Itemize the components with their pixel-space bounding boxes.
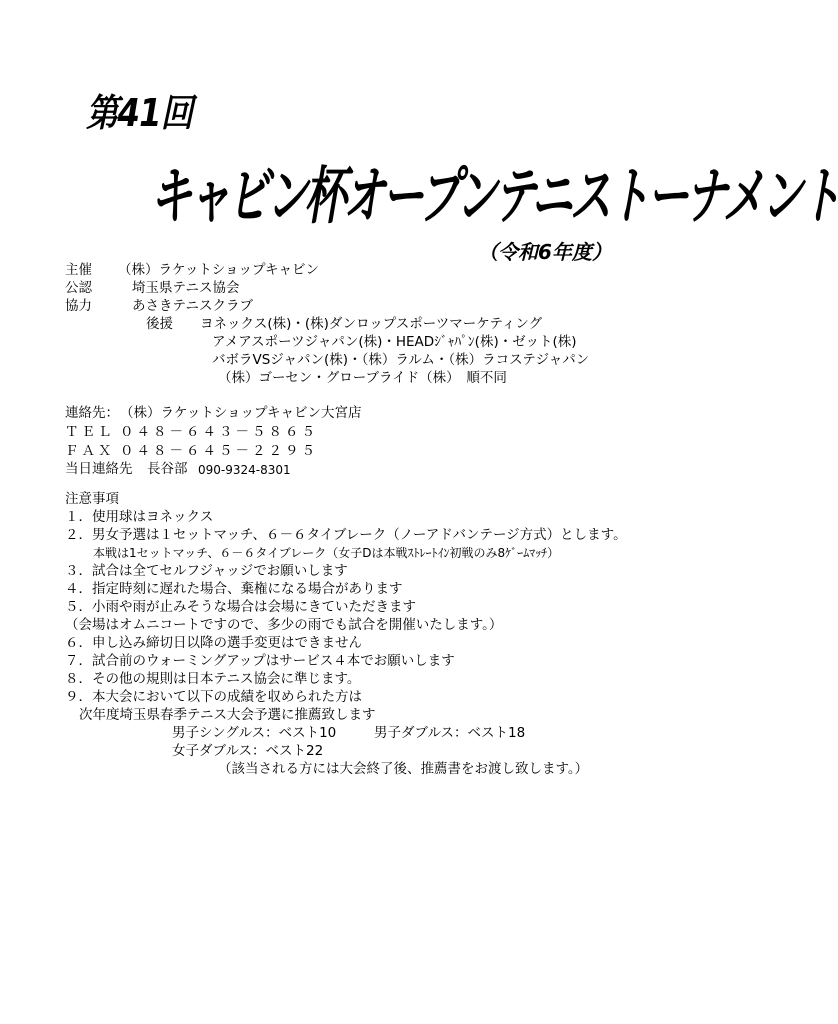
note-item: 本戦は1セットマッチ、６－６タイブレーク（女子Dは本戦ｽﾄﾚｰﾄｲﾝ初戦のみ8ｹﾞｰﾑﾏｯﾁ） xyxy=(93,546,560,560)
tournament-title: キャビン杯オープンテニストーナメント xyxy=(150,159,838,233)
cooperation-name: あさきテニスクラブ xyxy=(132,298,253,314)
day-contact-label: 当日連絡先 xyxy=(65,461,133,477)
contact-name: （株）ラケットショップキャビン大宮店 xyxy=(120,405,362,421)
recommend-mens-doubles: 男子ダブルス：ベスト18 xyxy=(374,725,526,741)
fax-number: ０４８－６４５－２２９５ xyxy=(120,443,318,459)
note-item: ４．指定時刻に遅れた場合、棄権になる場合があります xyxy=(65,581,403,597)
note-item: ３．試合は全てセルフジャッジでお願いします xyxy=(65,563,348,579)
recommend-mens-singles: 男子シングルス：ベスト10 xyxy=(172,725,337,741)
sponsor-label: 後援 xyxy=(146,316,173,332)
cooperation-label: 協力 xyxy=(65,298,92,314)
tournament-year: （令和6年度） xyxy=(478,240,612,264)
approval-name: 埼玉県テニス協会 xyxy=(132,280,240,296)
note-item: ７．試合前のウォーミングアップはサービス４本でお願いします xyxy=(65,653,455,669)
sponsor-line: ヨネックス(株)・(株)ダンロップスポーツマーケティング xyxy=(200,316,543,332)
host-label: 主催 xyxy=(65,262,92,278)
recommend-womens-doubles: 女子ダブルス：ベスト22 xyxy=(172,743,324,759)
tel-label: ＴＥＬ xyxy=(65,424,115,440)
recommend-closing: （該当される方には大会終了後、推薦書をお渡し致します。） xyxy=(218,761,589,777)
sponsor-line: バボラVSジャパン(株)・（株）ラルム・（株）ラコステジャパン xyxy=(212,352,590,368)
tournament-edition: 第41回 xyxy=(86,91,193,135)
tel-number: ０４８－６４３－５８６５ xyxy=(120,424,318,440)
notes-heading: 注意事項 xyxy=(65,491,119,507)
sponsor-line: アメアスポーツジャパン(株)・HEADｼﾞｬﾊﾟﾝ(株)・ゼット(株) xyxy=(212,334,577,350)
sponsor-line: （株）ゴーセン・グローブライド（株） 順不同 xyxy=(218,370,507,386)
note-item: （会場はオムニコートですので、多少の雨でも試合を開催いたします。） xyxy=(65,617,503,633)
note-item: ５．小雨や雨が止みそうな場合は会場にきていただきます xyxy=(65,599,416,615)
note-item: ９．本大会において以下の成績を収められた方は xyxy=(65,689,362,705)
day-contact-phone: 090-9324-8301 xyxy=(198,463,291,477)
fax-label: ＦＡＸ xyxy=(65,443,115,459)
note-item: ６．申し込み締切日以降の選手変更はできません xyxy=(65,635,362,651)
note-item: 次年度埼玉県春季テニス大会予選に推薦致します xyxy=(79,707,376,723)
day-contact-name: 長谷部 xyxy=(147,461,188,477)
note-item: ２．男女予選は１セットマッチ、６－６タイブレーク（ノーアドバンテージ方式）とします。 xyxy=(65,527,627,543)
note-item: １．使用球はヨネックス xyxy=(65,509,214,525)
host-name: （株）ラケットショップキャビン xyxy=(118,262,320,278)
contact-label: 連絡先： xyxy=(65,405,119,421)
note-item: ８．その他の規則は日本テニス協会に準じます。 xyxy=(65,671,361,687)
approval-label: 公認 xyxy=(65,280,92,296)
